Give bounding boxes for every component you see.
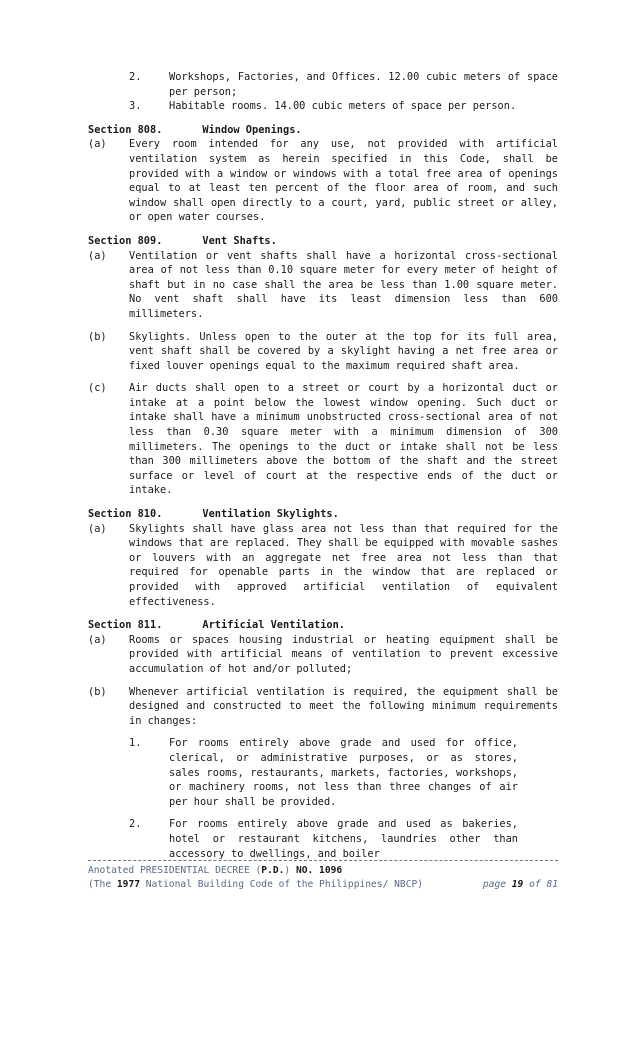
- list-item: [129, 736, 558, 809]
- list-item: [129, 70, 558, 99]
- item-text: For rooms entirely above grade and used as bakeries, hotel or restaurant kitchens, laundries other than accessory to dwellings, and boiler: [169, 818, 518, 860]
- paragraph-label: (b): [88, 685, 107, 698]
- paragraph-label: (a): [88, 633, 107, 646]
- paragraph-text: Every room intended for any use, not provided with artificial ventilation system as herein specified in this Code, shall be provided with a window or windows with a total free area of openings equal to at least ten percent of the floor area of room, and such window shall open directly to a court, yard, public street or alley, or open water courses.: [129, 138, 558, 224]
- paragraph-label: (a): [88, 522, 107, 535]
- section-title: Artificial Ventilation.: [202, 619, 345, 632]
- item-number: 3.: [129, 100, 142, 113]
- section-title: Window Openings.: [202, 123, 302, 136]
- paragraph-label: (b): [88, 330, 107, 343]
- paragraph-text: Rooms or spaces housing industrial or heating equipment shall be provided with artificial means of ventilation to prevent excessive accumulation of hot and/or polluted;: [129, 633, 558, 675]
- page-total: of 81: [523, 879, 558, 890]
- footer-text: National Building Code of the Philippines/ NBCP): [140, 879, 424, 890]
- paragraph-label: (a): [88, 249, 107, 262]
- paragraph-text: Whenever artificial ventilation is required, the equipment shall be designed and constructed to meet the following minimum requirements in changes:: [129, 685, 558, 727]
- section-label: Section 808.: [88, 123, 163, 136]
- intro-list: [88, 70, 558, 114]
- item-text: Habitable rooms. 14.00 cubic meters of space per person.: [169, 100, 517, 113]
- section-title: Vent Shafts.: [202, 234, 277, 247]
- page-prefix: page: [482, 879, 512, 890]
- section-811-heading: [88, 618, 558, 633]
- paragraph: [88, 381, 558, 498]
- paragraph: [88, 249, 558, 322]
- list-item: [129, 99, 558, 114]
- list-item: [129, 817, 558, 861]
- page-current: 19: [511, 879, 524, 890]
- paragraph-text: Air ducts shall open to a street or court by a horizontal duct or intake at a point below the lowest window opening. Such duct or intake shall have a minimum unobstructed cross-sectional area of not less than 0.30 square meter with a minimum dimension of 300 millimeters. The openings to the duct or intake shall not be less than 300 millimeters above the bottom of the shaft and the street surface or level of court at the respective ends of the duct or intake.: [129, 382, 558, 497]
- footer-bold-text: NO. 1096: [295, 865, 343, 876]
- paragraph: [88, 685, 558, 729]
- section-label: Section 811.: [88, 619, 163, 632]
- section-title: Ventilation Skylights.: [202, 508, 339, 521]
- section-810-heading: [88, 507, 558, 522]
- paragraph: [88, 522, 558, 610]
- footer-line-1: [88, 864, 558, 878]
- item-text: For rooms entirely above grade and used for office, clerical, or administrative purposes, or as stores, sales rooms, restaurants, markets, factories, workshops, or machinery rooms, not less than three changes of air per hour shall be provided.: [169, 737, 518, 808]
- paragraph-label: (a): [88, 138, 107, 151]
- item-number: 2.: [129, 71, 142, 83]
- section-label: Section 810.: [88, 508, 163, 521]
- paragraph: [88, 137, 558, 225]
- item-text: Workshops, Factories, and Offices. 12.00 cubic meters of space per person;: [169, 71, 558, 98]
- section-label: Section 809.: [88, 234, 163, 247]
- footer-divider: [88, 860, 558, 861]
- footer-text: Anotated PRESIDENTIAL DECREE (: [88, 865, 262, 876]
- item-number: 2.: [129, 818, 142, 831]
- document-page: [88, 70, 558, 861]
- page-footer: [88, 860, 558, 892]
- paragraph: [88, 330, 558, 374]
- paragraph-label: (c): [88, 382, 107, 395]
- section-809-heading: [88, 234, 558, 249]
- paragraph-text: Skylights. Unless open to the outer at the top for its full area, vent shaft shall be covered by a skylight having a net free area or fixed louver openings equal to the maximum required shaft area.: [129, 330, 558, 372]
- item-number: 1.: [129, 737, 142, 750]
- section-808-heading: [88, 123, 558, 138]
- footer-bold-text: P.D.: [261, 865, 285, 876]
- footer-text: ): [284, 865, 296, 876]
- footer-bold-text: 1977: [116, 879, 140, 890]
- footer-text: (The: [88, 879, 117, 890]
- footer-line-2: [88, 878, 558, 892]
- page-number: [483, 878, 558, 892]
- paragraph-text: Skylights shall have glass area not less than that required for the windows that are replaced. They shall be equipped with movable sashes or louvers with an aggregate net free area not less than that required for openable parts in the window that are replaced or provided with approved artificial ventilation of equivalent effectiveness.: [129, 522, 558, 608]
- paragraph-text: Ventilation or vent shafts shall have a horizontal cross-sectional area of not less than 0.10 square meter for every meter of height of shaft but in no case shall the area be less than 1.00 square meter. No vent shaft shall have its least dimension less than 600 millimeters.: [129, 249, 558, 320]
- paragraph: [88, 633, 558, 677]
